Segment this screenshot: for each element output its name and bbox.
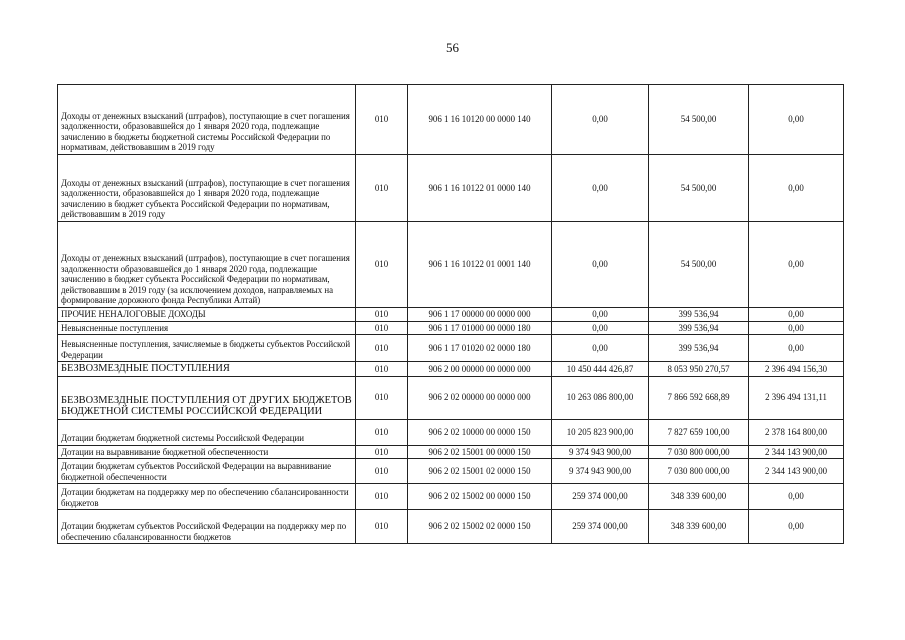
budget-code: 906 1 16 10122 01 0000 140	[408, 155, 552, 222]
row-name: БЕЗВОЗМЕЗДНЫЕ ПОСТУПЛЕНИЯ ОТ ДРУГИХ БЮДЖЕТОВ БЮДЖЕТНОЙ СИСТЕМЫ РОССИЙСКОЙ ФЕДЕРАЦИИ	[58, 376, 356, 419]
row-name: Дотации на выравнивание бюджетной обеспеченности	[58, 445, 356, 459]
table-row	[58, 335, 844, 362]
budget-code: 906 2 02 15001 02 0000 150	[408, 459, 552, 484]
budget-code: 906 1 17 00000 00 0000 000	[408, 308, 552, 322]
amount-remaining: 0,00	[749, 222, 844, 308]
line-code: 010	[356, 335, 408, 362]
table-row	[58, 321, 844, 335]
amount-executed: 7 030 800 000,00	[649, 459, 749, 484]
amount-approved: 10 263 086 800,00	[552, 376, 649, 419]
amount-approved: 259 374 000,00	[552, 510, 649, 544]
table-row	[58, 308, 844, 322]
amount-approved: 0,00	[552, 321, 649, 335]
budget-code: 906 1 17 01020 02 0000 180	[408, 335, 552, 362]
amount-executed: 7 827 659 100,00	[649, 419, 749, 445]
line-code: 010	[356, 85, 408, 155]
line-code: 010	[356, 376, 408, 419]
row-name: Доходы от денежных взысканий (штрафов), поступающие в счет погашения задолженности, образовавшейся до 1 января 2020 года, подлежащие зачислению в бюджеты бюджетной системы Российской Федерации по нормативам, действовавшим в 2019 году	[58, 85, 356, 155]
line-code: 010	[356, 445, 408, 459]
budget-revenue-table	[57, 84, 844, 544]
row-name: Дотации бюджетам субъектов Российской Федерации на выравнивание бюджетной обеспеченности	[58, 459, 356, 484]
amount-remaining: 0,00	[749, 155, 844, 222]
row-name: Доходы от денежных взысканий (штрафов), поступающие в счет погашения задолженности, образовавшейся до 1 января 2020 года, подлежащие зачислению в бюджет субъекта Российской Федерации по нормативам, действовавшим в 2019 году	[58, 155, 356, 222]
table-row	[58, 484, 844, 510]
table-row	[58, 362, 844, 377]
budget-code: 906 1 16 10122 01 0001 140	[408, 222, 552, 308]
amount-remaining: 2 344 143 900,00	[749, 445, 844, 459]
amount-executed: 54 500,00	[649, 155, 749, 222]
budget-code: 906 1 16 10120 00 0000 140	[408, 85, 552, 155]
budget-code: 906 1 17 01000 00 0000 180	[408, 321, 552, 335]
table-row	[58, 155, 844, 222]
amount-approved: 10 205 823 900,00	[552, 419, 649, 445]
row-name: Дотации бюджетам бюджетной системы Российской Федерации	[58, 419, 356, 445]
line-code: 010	[356, 419, 408, 445]
line-code: 010	[356, 362, 408, 377]
amount-remaining: 0,00	[749, 510, 844, 544]
line-code: 010	[356, 321, 408, 335]
line-code: 010	[356, 484, 408, 510]
amount-approved: 0,00	[552, 335, 649, 362]
amount-remaining: 0,00	[749, 484, 844, 510]
amount-approved: 259 374 000,00	[552, 484, 649, 510]
amount-remaining: 0,00	[749, 335, 844, 362]
budget-code: 906 2 02 15002 00 0000 150	[408, 484, 552, 510]
line-code: 010	[356, 510, 408, 544]
row-name: Доходы от денежных взысканий (штрафов), поступающие в счет погашения задолженности образовавшейся до 1 января 2020 года, подлежащие зачислению в бюджет субъекта Российской Федерации по нормативам, действовавшим в 2019 году (за исключением доходов, направляемых на формирование дорожного фонда Республики Алтай)	[58, 222, 356, 308]
table-row	[58, 510, 844, 544]
amount-executed: 7 866 592 668,89	[649, 376, 749, 419]
amount-executed: 399 536,94	[649, 335, 749, 362]
amount-executed: 348 339 600,00	[649, 510, 749, 544]
row-name: БЕЗВОЗМЕЗДНЫЕ ПОСТУПЛЕНИЯ	[58, 362, 356, 377]
amount-executed: 8 053 950 270,57	[649, 362, 749, 377]
budget-code: 906 2 00 00000 00 0000 000	[408, 362, 552, 377]
table-row	[58, 445, 844, 459]
amount-approved: 9 374 943 900,00	[552, 445, 649, 459]
budget-code: 906 2 02 10000 00 0000 150	[408, 419, 552, 445]
table-row	[58, 85, 844, 155]
amount-remaining: 2 396 494 156,30	[749, 362, 844, 377]
table-row	[58, 222, 844, 308]
amount-approved: 0,00	[552, 155, 649, 222]
amount-remaining: 2 344 143 900,00	[749, 459, 844, 484]
line-code: 010	[356, 459, 408, 484]
budget-code: 906 2 02 15001 00 0000 150	[408, 445, 552, 459]
row-name: Дотации бюджетам субъектов Российской Федерации на поддержку мер по обеспечению сбалансированности бюджетов	[58, 510, 356, 544]
amount-executed: 54 500,00	[649, 85, 749, 155]
amount-approved: 9 374 943 900,00	[552, 459, 649, 484]
amount-approved: 0,00	[552, 222, 649, 308]
amount-executed: 7 030 800 000,00	[649, 445, 749, 459]
page-number: 56	[446, 40, 459, 55]
amount-executed: 399 536,94	[649, 308, 749, 322]
line-code: 010	[356, 308, 408, 322]
amount-executed: 399 536,94	[649, 321, 749, 335]
amount-remaining: 2 396 494 131,11	[749, 376, 844, 419]
row-name: ПРОЧИЕ НЕНАЛОГОВЫЕ ДОХОДЫ	[58, 308, 356, 322]
amount-approved: 0,00	[552, 85, 649, 155]
amount-approved: 0,00	[552, 308, 649, 322]
budget-code: 906 2 02 15002 02 0000 150	[408, 510, 552, 544]
amount-remaining: 2 378 164 800,00	[749, 419, 844, 445]
table-row	[58, 419, 844, 445]
row-name: Невыясненные поступления	[58, 321, 356, 335]
amount-remaining: 0,00	[749, 308, 844, 322]
table-row	[58, 459, 844, 484]
amount-executed: 54 500,00	[649, 222, 749, 308]
amount-remaining: 0,00	[749, 85, 844, 155]
table-row	[58, 376, 844, 419]
amount-remaining: 0,00	[749, 321, 844, 335]
line-code: 010	[356, 222, 408, 308]
amount-approved: 10 450 444 426,87	[552, 362, 649, 377]
line-code: 010	[356, 155, 408, 222]
row-name: Дотации бюджетам на поддержку мер по обеспечению сбалансированности бюджетов	[58, 484, 356, 510]
amount-executed: 348 339 600,00	[649, 484, 749, 510]
budget-code: 906 2 02 00000 00 0000 000	[408, 376, 552, 419]
row-name: Невыясненные поступления, зачисляемые в бюджеты субъектов Российской Федерации	[58, 335, 356, 362]
